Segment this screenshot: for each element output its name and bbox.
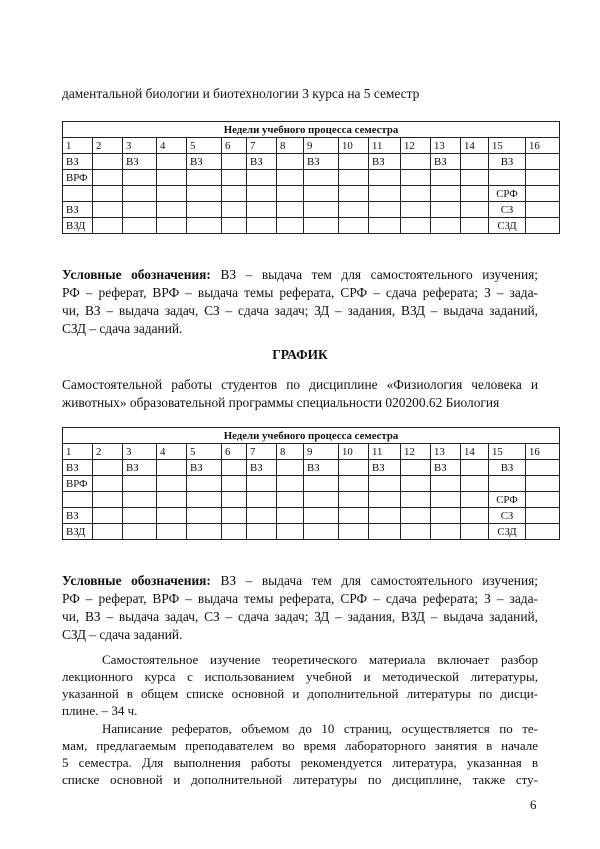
- week-number-cell: 10: [339, 138, 369, 154]
- table-cell: ВЗ: [63, 508, 93, 524]
- table-cell: [339, 508, 369, 524]
- legend-line-3: чи, ВЗ – выдача задач, СЗ – сдача задач; ЗД – задания, ВЗД – выдача заданий,: [62, 609, 538, 624]
- table-cell: [304, 186, 339, 202]
- table-cell: ВЗ: [63, 202, 93, 218]
- top-line: даментальной биологии и биотехнологии 3 курса на 5 семестр: [62, 86, 420, 101]
- table-cell: ВЗ: [63, 154, 93, 170]
- table-cell: [526, 154, 560, 170]
- table-cell: [157, 508, 187, 524]
- week-number-cell: 3: [123, 444, 157, 460]
- legend-label: Условные обозначения:: [62, 267, 211, 282]
- table-cell: [123, 492, 157, 508]
- week-number-cell: 14: [461, 444, 489, 460]
- table-cell: [369, 508, 401, 524]
- table-cell: [526, 476, 560, 492]
- table-cell: СРФ: [489, 492, 526, 508]
- table-cell: [187, 170, 222, 186]
- legend-line-4: СЗД – сдача заданий.: [62, 627, 183, 642]
- table-cell: [187, 524, 222, 540]
- week-number-cell: 16: [526, 444, 560, 460]
- week-number-cell: 6: [222, 444, 247, 460]
- week-number-cell: 5: [187, 444, 222, 460]
- week-number-cell: 10: [339, 444, 369, 460]
- table-row: [63, 170, 560, 186]
- table-cell: [277, 218, 304, 234]
- table-cell: [277, 476, 304, 492]
- week-number-cell: 6: [222, 138, 247, 154]
- table-cell: [461, 202, 489, 218]
- table-cell: [93, 170, 123, 186]
- table-cell: [461, 476, 489, 492]
- week-number-cell: 4: [157, 138, 187, 154]
- table-cell: [339, 186, 369, 202]
- table-cell: [369, 202, 401, 218]
- table-cell: [187, 186, 222, 202]
- table-cell: ВЗ: [187, 154, 222, 170]
- table-row: [63, 460, 560, 476]
- week-number-cell: 4: [157, 444, 187, 460]
- table-cell: ВЗ: [489, 460, 526, 476]
- para2-line-4: списке основной и дополнительной литературы по дисциплине, также сту-: [62, 772, 538, 787]
- table-cell: [277, 154, 304, 170]
- table-row: [63, 492, 560, 508]
- table-cell: [247, 186, 277, 202]
- table-cell: [222, 508, 247, 524]
- table-cell: [526, 186, 560, 202]
- table-cell: [93, 492, 123, 508]
- table-cell: [63, 186, 93, 202]
- table-cell: ВРФ: [63, 476, 93, 492]
- table-cell: [93, 218, 123, 234]
- table-cell: [123, 524, 157, 540]
- table-cell: [222, 218, 247, 234]
- table-cell: [526, 508, 560, 524]
- table-cell: [277, 492, 304, 508]
- table-cell: [369, 186, 401, 202]
- table-cell: [247, 202, 277, 218]
- legend-line-2: РФ – реферат, ВРФ – выдача темы реферата, СРФ – сдача реферата; З – зада-: [62, 591, 538, 606]
- para2-line-1: Написание рефератов, объемом до 10 страниц, осуществляется по те-: [102, 721, 538, 736]
- legend-line-1: Условные обозначения: ВЗ – выдача тем для самостоятельного изучения;: [62, 267, 538, 282]
- para2-line-3: 5 семестра. Для выполнения работы рекомендуется литература, указанная в: [62, 755, 538, 770]
- table-cell: [93, 154, 123, 170]
- table-cell: СЗ: [489, 202, 526, 218]
- table-cell: [304, 492, 339, 508]
- table-cell: [431, 492, 461, 508]
- table-cell: [157, 524, 187, 540]
- table-cell: [187, 476, 222, 492]
- table-cell: [157, 460, 187, 476]
- para1-line-3: указанной в общем списке основной и дополнительной литературы по дисци-: [62, 686, 538, 701]
- table-row: [63, 524, 560, 540]
- table-cell: [369, 170, 401, 186]
- table-cell: [461, 508, 489, 524]
- table-cell: [369, 492, 401, 508]
- table-cell: ВЗ: [369, 460, 401, 476]
- table-cell: [123, 476, 157, 492]
- table-cell: ВЗ: [63, 460, 93, 476]
- table-cell: [339, 202, 369, 218]
- table-cell: [93, 186, 123, 202]
- week-number-cell: 15: [489, 138, 526, 154]
- table-cell: [339, 476, 369, 492]
- table-cell: [123, 170, 157, 186]
- table-cell: [222, 154, 247, 170]
- table-cell: [461, 170, 489, 186]
- table-cell: [431, 170, 461, 186]
- table-cell: ВЗ: [123, 154, 157, 170]
- table-cell: [157, 170, 187, 186]
- table-cell: [526, 460, 560, 476]
- table-cell: [304, 202, 339, 218]
- page-number: 6: [530, 797, 537, 812]
- legend-label: Условные обозначения:: [62, 573, 211, 588]
- week-numbers-row: [63, 138, 560, 154]
- week-number-cell: 7: [247, 444, 277, 460]
- table-cell: [247, 170, 277, 186]
- table-cell: [304, 508, 339, 524]
- table-cell: [247, 524, 277, 540]
- table-cell: [339, 524, 369, 540]
- table-cell: [461, 154, 489, 170]
- table-cell: [157, 154, 187, 170]
- table-cell: [157, 476, 187, 492]
- table-cell: [247, 492, 277, 508]
- table-cell: [304, 476, 339, 492]
- week-number-cell: 5: [187, 138, 222, 154]
- table-cell: [187, 492, 222, 508]
- week-number-cell: 13: [431, 444, 461, 460]
- table-cell: [187, 508, 222, 524]
- table-row: [63, 476, 560, 492]
- table-cell: [339, 492, 369, 508]
- table-cell: [247, 476, 277, 492]
- week-number-cell: 1: [63, 138, 93, 154]
- week-number-cell: 8: [277, 444, 304, 460]
- table-cell: [222, 170, 247, 186]
- weeks-table-1: [62, 121, 560, 234]
- table-cell: ВЗД: [63, 218, 93, 234]
- para1-line-1: Самостоятельное изучение теоретического материала включает разбор: [102, 652, 538, 667]
- table-cell: [222, 202, 247, 218]
- table-cell: [277, 170, 304, 186]
- table-cell: [93, 476, 123, 492]
- table-cell: [489, 476, 526, 492]
- week-number-cell: 13: [431, 138, 461, 154]
- para1-line-4: плине. – 34 ч.: [62, 703, 138, 718]
- table-cell: [123, 218, 157, 234]
- table-cell: СРФ: [489, 186, 526, 202]
- table-cell: [93, 202, 123, 218]
- table-cell: [461, 524, 489, 540]
- legend-line-1: Условные обозначения: ВЗ – выдача тем для самостоятельного изучения;: [62, 573, 538, 588]
- table-cell: ВЗ: [247, 460, 277, 476]
- schedule-desc-line-1: Самостоятельной работы студентов по дисциплине «Физиология человека и: [62, 377, 538, 392]
- table-cell: [157, 186, 187, 202]
- weeks-table-2: [62, 427, 560, 540]
- legend-line-4: СЗД – сдача заданий.: [62, 321, 183, 336]
- week-number-cell: 9: [304, 138, 339, 154]
- table-cell: [431, 218, 461, 234]
- table-cell: [277, 460, 304, 476]
- schedule-desc-line-2: животных» образовательной программы специальности 020200.62 Биология: [62, 395, 500, 410]
- table-row: [63, 508, 560, 524]
- table-cell: [431, 508, 461, 524]
- week-number-cell: 12: [401, 138, 431, 154]
- table-row: [63, 154, 560, 170]
- week-number-cell: 1: [63, 444, 93, 460]
- table-cell: [277, 508, 304, 524]
- week-numbers-row: [63, 444, 560, 460]
- week-number-cell: 11: [369, 138, 401, 154]
- table-cell: [123, 508, 157, 524]
- legend-line-3: чи, ВЗ – выдача задач, СЗ – сдача задач; ЗД – задания, ВЗД – выдача заданий,: [62, 303, 538, 318]
- table-cell: [369, 524, 401, 540]
- week-number-cell: 12: [401, 444, 431, 460]
- table-cell: [187, 202, 222, 218]
- week-number-cell: 16: [526, 138, 560, 154]
- table-cell: [431, 476, 461, 492]
- table-cell: [461, 460, 489, 476]
- table-cell: [277, 202, 304, 218]
- table-cell: [526, 202, 560, 218]
- table-cell: ВЗД: [63, 524, 93, 540]
- table-cell: [401, 186, 431, 202]
- table-cell: [157, 492, 187, 508]
- table-cell: ВЗ: [431, 154, 461, 170]
- table-cell: [304, 218, 339, 234]
- table-cell: [401, 492, 431, 508]
- table-cell: ВЗ: [304, 460, 339, 476]
- table-cell: [526, 524, 560, 540]
- table-cell: [369, 476, 401, 492]
- week-number-cell: 11: [369, 444, 401, 460]
- table-title: Недели учебного процесса семестра: [63, 122, 560, 138]
- table-cell: [277, 186, 304, 202]
- table-cell: [339, 170, 369, 186]
- table-cell: [461, 186, 489, 202]
- table-cell: [461, 218, 489, 234]
- table-cell: ВЗ: [123, 460, 157, 476]
- table-cell: [247, 218, 277, 234]
- table-cell: [304, 524, 339, 540]
- week-number-cell: 14: [461, 138, 489, 154]
- week-number-cell: 7: [247, 138, 277, 154]
- table-cell: [157, 218, 187, 234]
- week-number-cell: 15: [489, 444, 526, 460]
- table-row: [63, 202, 560, 218]
- table-cell: ВРФ: [63, 170, 93, 186]
- table-cell: [369, 218, 401, 234]
- table-cell: [222, 524, 247, 540]
- table-cell: [461, 492, 489, 508]
- table-cell: [431, 524, 461, 540]
- table-cell: [526, 492, 560, 508]
- table-cell: [222, 492, 247, 508]
- table-cell: ВЗ: [304, 154, 339, 170]
- table-cell: ВЗ: [369, 154, 401, 170]
- table-cell: СЗД: [489, 218, 526, 234]
- table-cell: [93, 508, 123, 524]
- table-cell: [401, 460, 431, 476]
- table-cell: СЗ: [489, 508, 526, 524]
- table-cell: [401, 154, 431, 170]
- table-row: [63, 186, 560, 202]
- table-cell: [222, 476, 247, 492]
- table-cell: [401, 202, 431, 218]
- table-cell: [401, 476, 431, 492]
- week-number-cell: 2: [93, 444, 123, 460]
- table-cell: [526, 218, 560, 234]
- table-cell: [304, 170, 339, 186]
- table-cell: [431, 202, 461, 218]
- table-cell: [187, 218, 222, 234]
- table-cell: [339, 218, 369, 234]
- table-cell: [489, 170, 526, 186]
- table-cell: [401, 218, 431, 234]
- table-cell: [277, 524, 304, 540]
- table-cell: [431, 186, 461, 202]
- table-row: [63, 218, 560, 234]
- table-cell: [247, 508, 277, 524]
- table-cell: [401, 508, 431, 524]
- table-cell: [157, 202, 187, 218]
- table-cell: [63, 492, 93, 508]
- table-cell: [93, 524, 123, 540]
- para1-line-2: лекционного курса с использованием учебной и методической литературы,: [62, 669, 538, 684]
- table-cell: [93, 460, 123, 476]
- table-cell: [222, 186, 247, 202]
- section-heading: ГРАФИК: [272, 347, 328, 362]
- week-number-cell: 8: [277, 138, 304, 154]
- week-number-cell: 2: [93, 138, 123, 154]
- table-cell: ВЗ: [247, 154, 277, 170]
- table-cell: [526, 170, 560, 186]
- table-cell: [222, 460, 247, 476]
- week-number-cell: 3: [123, 138, 157, 154]
- table-cell: ВЗ: [489, 154, 526, 170]
- table-cell: [401, 524, 431, 540]
- table-cell: ВЗ: [187, 460, 222, 476]
- week-number-cell: 9: [304, 444, 339, 460]
- table-cell: ВЗ: [431, 460, 461, 476]
- table-cell: [123, 186, 157, 202]
- table-cell: [339, 154, 369, 170]
- table-cell: [123, 202, 157, 218]
- table-cell: [401, 170, 431, 186]
- para2-line-2: мам, предлагаемым преподавателем во время лабораторного занятия в начале: [62, 738, 538, 753]
- table-title: Недели учебного процесса семестра: [63, 428, 560, 444]
- table-cell: СЗД: [489, 524, 526, 540]
- table-cell: [339, 460, 369, 476]
- legend-line-2: РФ – реферат, ВРФ – выдача темы реферата, СРФ – сдача реферата; З – зада-: [62, 285, 538, 300]
